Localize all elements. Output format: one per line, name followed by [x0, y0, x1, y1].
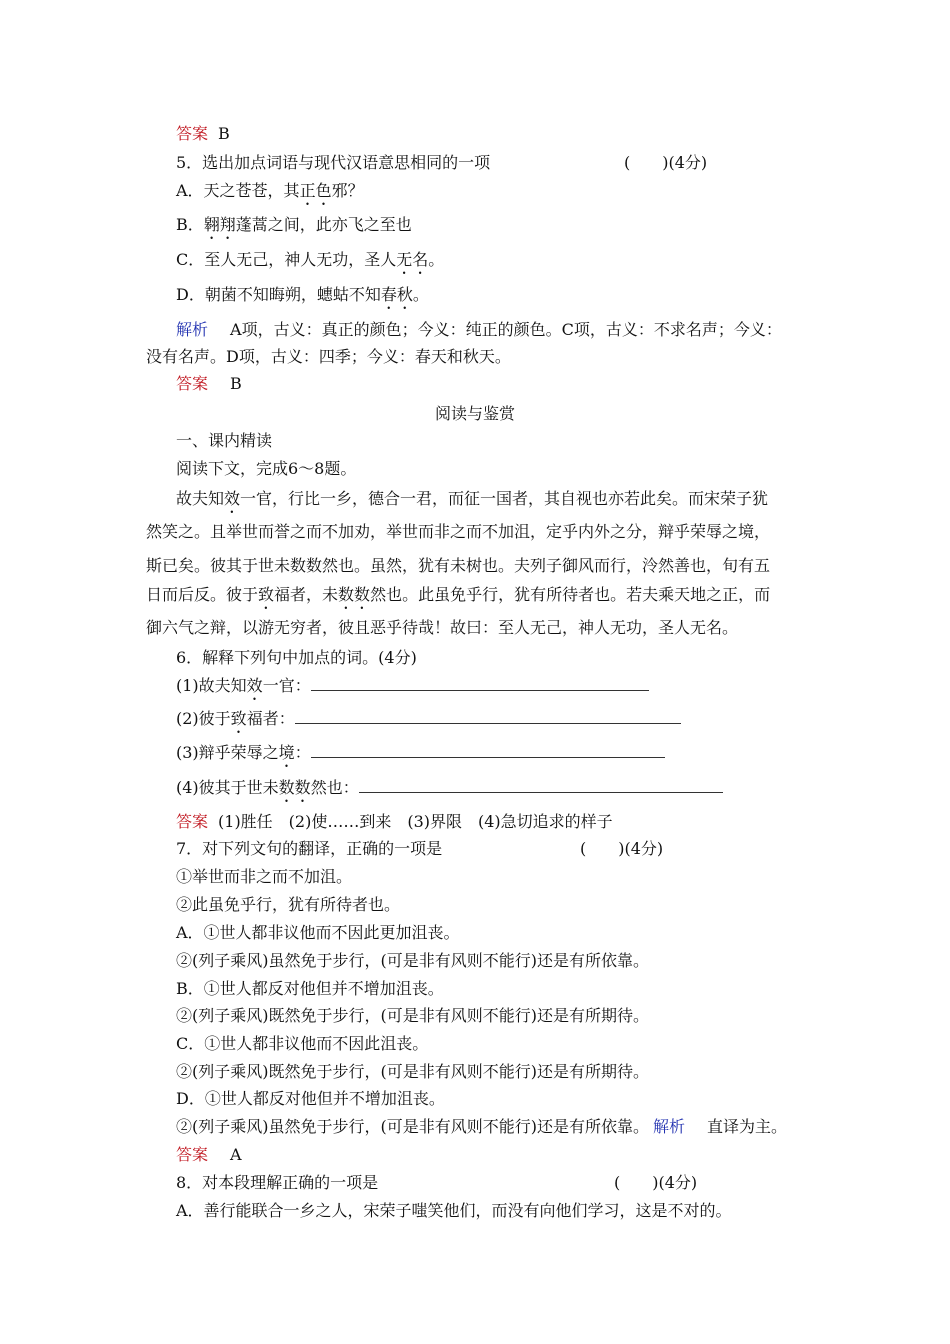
dotted-word: 效 — [224, 489, 241, 508]
dotted-word: 数数 — [278, 778, 311, 797]
question-score: ( )(4分) — [580, 839, 664, 858]
q7-option-c-1: C．①世人都非议他而不因此沮丧。 — [176, 1034, 429, 1053]
dotted-word: 效 — [246, 676, 263, 695]
q7-option-a-1: A．①世人都非议他而不因此更加沮丧。 — [176, 923, 460, 942]
question-score: ( )(4分) — [614, 1173, 698, 1192]
q7-option-b-2: ②(列子乘风)既然免于步行，(可是非有风则不能行)还是有所期待。 — [176, 1006, 649, 1025]
answer-blank[interactable] — [295, 709, 681, 724]
q6-item-3 — [176, 743, 665, 771]
sub-title: 一、课内精读 — [176, 431, 273, 450]
answer-value: B — [230, 374, 242, 393]
passage-text: 福者，未 — [274, 585, 339, 604]
instruction: 阅读下文，完成6～8题。 — [176, 459, 357, 478]
q4-answer — [176, 124, 230, 144]
option-text: 。 — [412, 285, 429, 304]
q7-option-d-2 — [176, 1117, 787, 1137]
q7-option-b-1: B．①世人都反对他但并不增加沮丧。 — [176, 979, 444, 998]
item-text: (2)彼于 — [176, 709, 231, 728]
dotted-word: 翱翔 — [203, 215, 236, 234]
item-text: (1)故夫知 — [176, 676, 247, 695]
answer-label: 答案 — [176, 124, 209, 143]
option-text: C．至人无己，神人无功，圣人 — [176, 250, 397, 269]
passage-line-2: 然笑之。且举世而誉之而不加劝，举世而非之而不加沮，定乎内外之分，辩乎荣辱之境， — [146, 522, 771, 541]
dotted-word: 无名 — [396, 250, 429, 269]
q7-sentence-2: ②此虽免乎行，犹有所待者也。 — [176, 895, 401, 914]
passage-text: 一官，行比一乡，德合一君，而征一国者，其自视也亦若此矣。而宋荣子犹 — [240, 489, 769, 508]
q7-sentence-1: ①举世而非之而不加沮。 — [176, 867, 353, 886]
item-text: 然也： — [310, 778, 359, 797]
question-text: 8．对本段理解正确的一项是 — [176, 1173, 379, 1192]
item-text: (4)彼其于世未 — [176, 778, 279, 797]
option-text: D．朝菌不知晦朔，蟪蛄不知 — [176, 285, 381, 304]
q6-item-2 — [176, 709, 681, 737]
q8-stem — [176, 1173, 698, 1193]
answer-blank[interactable] — [311, 676, 649, 691]
q5-answer — [176, 374, 242, 394]
answer-value: (1)胜任 (2)使……到来 (3)界限 (4)急切追求的样子 — [218, 812, 613, 831]
q7-option-a-2: ②(列子乘风)虽然免于步行，(可是非有风则不能行)还是有所依靠。 — [176, 951, 649, 970]
q7-answer — [176, 1145, 242, 1165]
item-text: 福者： — [246, 709, 295, 728]
q6-item-4 — [176, 778, 723, 806]
dotted-word: 致 — [230, 709, 247, 728]
question-score: ( )(4分) — [624, 153, 708, 172]
q6-item-1 — [176, 676, 649, 704]
q5-option-a — [176, 181, 364, 209]
analysis-label: 解析 — [652, 1117, 685, 1136]
q6-stem: 6．解释下列句中加点的词。(4分) — [176, 648, 417, 667]
answer-value: A — [230, 1145, 242, 1164]
answer-blank[interactable] — [311, 743, 665, 758]
passage-text: 日而后反。彼于 — [146, 585, 259, 604]
question-text: 7．对下列文句的翻译，正确的一项是 — [176, 839, 443, 858]
q7-stem — [176, 839, 664, 859]
option-text: 。 — [428, 250, 445, 269]
answer-label: 答案 — [176, 1145, 209, 1164]
passage-line-1 — [176, 489, 768, 517]
analysis-text: A项，古义：真正的颜色；今义：纯正的颜色。C项，古义：不求名声；今义： — [230, 320, 782, 339]
section-title: 阅读与鉴赏 — [434, 404, 515, 423]
q6-answer — [176, 812, 613, 832]
answer-value: B — [218, 124, 230, 143]
answer-blank[interactable] — [359, 778, 723, 793]
analysis-text: 直译为主。 — [707, 1117, 788, 1136]
item-text: 一官： — [262, 676, 311, 695]
option-text: B． — [176, 215, 204, 234]
q5-option-c — [176, 250, 444, 278]
q5-stem — [176, 153, 708, 173]
option-text: ②(列子乘风)虽然免于步行，(可是非有风则不能行)还是有所依靠。 — [176, 1117, 649, 1136]
answer-label: 答案 — [176, 374, 209, 393]
q5-option-b — [176, 215, 412, 243]
analysis-label: 解析 — [176, 320, 209, 339]
option-text: 蓬蒿之间，此亦飞之至也 — [235, 215, 412, 234]
dotted-word: 境 — [278, 743, 295, 762]
q7-option-c-2: ②(列子乘风)既然免于步行，(可是非有风则不能行)还是有所期待。 — [176, 1062, 649, 1081]
dotted-word: 数数 — [338, 585, 371, 604]
item-text: (3)辩乎荣辱之 — [176, 743, 279, 762]
q7-option-d-1: D．①世人都反对他但并不增加沮丧。 — [176, 1089, 445, 1108]
passage-line-5: 御六气之辩，以游无穷者，彼且恶乎待哉！故曰：至人无己，神人无功，圣人无名。 — [146, 618, 739, 637]
dotted-word: 春秋 — [380, 285, 413, 304]
passage-line-4 — [146, 585, 770, 613]
passage-line-3: 斯已矣。彼其于世未数数然也。虽然，犹有未树也。夫列子御风而行，泠然善也，旬有五 — [146, 556, 771, 575]
answer-label: 答案 — [176, 812, 209, 831]
dotted-word: 正色 — [299, 181, 332, 200]
item-text: ： — [294, 743, 311, 762]
option-text: A．天之苍苍，其 — [176, 181, 300, 200]
q5-option-d — [176, 285, 429, 313]
q5-analysis-line1 — [176, 320, 782, 340]
dotted-word: 致 — [258, 585, 275, 604]
option-text: 邪？ — [331, 181, 364, 200]
passage-text: 然也。此虽免乎行，犹有所待者也。若夫乘天地之正，而 — [370, 585, 771, 604]
q8-option-a: A．善行能联合一乡之人，宋荣子嗤笑他们，而没有向他们学习，这是不对的。 — [176, 1201, 732, 1220]
question-text: 5．选出加点词语与现代汉语意思相同的一项 — [176, 153, 491, 172]
q5-analysis-line2: 没有名声。D项，古义：四季；今义：春天和秋天。 — [146, 347, 511, 366]
passage-text: 故夫知 — [176, 489, 225, 508]
